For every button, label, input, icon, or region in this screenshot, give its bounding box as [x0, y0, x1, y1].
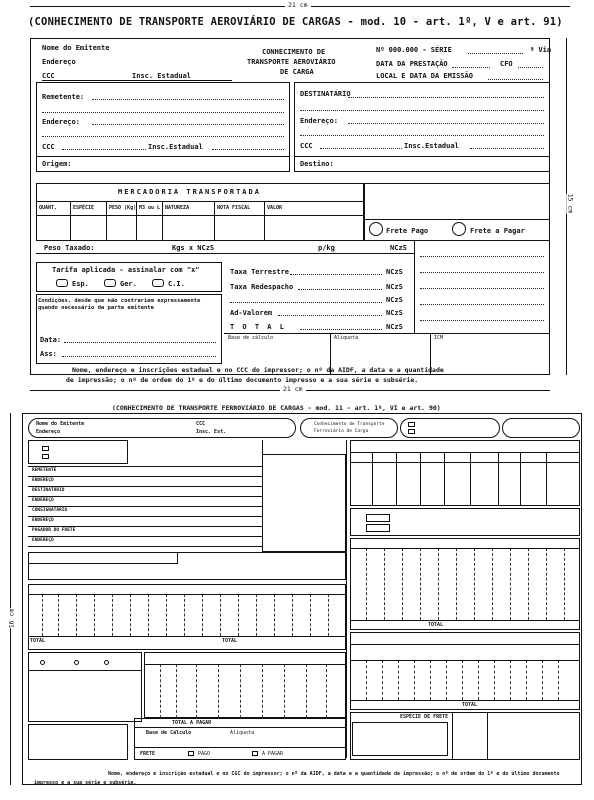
peso-ncz-label: NCzS: [390, 244, 407, 252]
right-line-1[interactable]: [420, 256, 544, 257]
tp-hline-2: [134, 747, 346, 748]
numero-field[interactable]: [468, 53, 523, 54]
tarifa-esp-option[interactable]: [56, 279, 68, 287]
lr-total-label: TOTAL: [462, 702, 478, 708]
ad-valorem-label: Ad-Valorem: [230, 309, 273, 317]
lm-col-sep: [262, 664, 263, 718]
lr-col-sep: [510, 660, 511, 700]
ld-col-sep: [274, 594, 275, 636]
vagao-checkbox-2[interactable]: [42, 454, 49, 459]
bottom-footer-1: Nome, endereço e inscrição estadual e no CGC do impressor; o nº da AIDF, a data e a quantidade de impressão; o nº de ordem do 1º e do último documento: [108, 771, 560, 777]
lr-col-sep: [430, 660, 431, 700]
obs-ass-label: Ass:: [40, 350, 57, 358]
lm-col-sep: [326, 664, 327, 718]
b-emitente-nome: Nome do Emitente: [36, 421, 85, 427]
tp-apagar-label: A PAGAR: [262, 751, 284, 757]
tarifa-ci-option[interactable]: [152, 279, 164, 287]
tp-base-label: Base de Cálculo: [146, 730, 192, 736]
left-row-label: REMETENTE: [32, 468, 57, 473]
doc-title-2: TRANSPORTE AEROVIÁRIO: [247, 58, 336, 66]
total-pagar-label: TOTAL A PAGAR: [172, 720, 212, 726]
left-row-label: DESTINATÁRIO: [32, 488, 65, 493]
merc-col-header: QUANT.: [39, 205, 58, 211]
rl-col-sep: [510, 548, 511, 620]
data-prestacao-field[interactable]: [452, 67, 490, 68]
lr-col-sep: [494, 660, 495, 700]
left-row-line: [28, 466, 262, 467]
merc-col-sep: [136, 201, 137, 241]
lower-mid-grid: [144, 652, 346, 718]
ld-col-sep: [256, 594, 257, 636]
ld-col-sep: [238, 594, 239, 636]
rodape-aliquota: Alíquota: [334, 335, 359, 341]
right-line-4[interactable]: [420, 304, 544, 305]
tp-frete-label: FRETE: [140, 751, 156, 757]
lr-col-sep: [542, 660, 543, 700]
ru-col-sep: [396, 452, 397, 506]
ld-col-sep: [42, 594, 43, 636]
ld-col-sep: [220, 594, 221, 636]
ld-col-sep: [112, 594, 113, 636]
rl-col-sep: [402, 548, 403, 620]
ru-col-sep: [470, 452, 471, 506]
especie-inner-2: [452, 712, 488, 760]
left-row-line: [28, 496, 262, 497]
merc-header-bottom: [36, 215, 364, 216]
frete-pago-label: Frete Pago: [386, 227, 429, 235]
dest-destino-label: Destino:: [300, 160, 334, 168]
left-row-label: PAGADOR DO FRETE: [32, 528, 76, 533]
merc-col-header: NOTA FISCAL: [217, 205, 251, 211]
tp-hline-1: [134, 727, 346, 728]
rl-total-label: TOTAL: [428, 622, 444, 628]
rl-col-sep: [546, 548, 547, 620]
merc-col-sep: [264, 201, 265, 241]
tp-aliquota-label: Alíquota: [230, 730, 255, 736]
top-footer-1: Nome, endereço e inscrições estadual e no CCC do impressor; o nº da AIDF, a data e a quantidade: [72, 366, 444, 374]
ru-col-sep: [498, 452, 499, 506]
ld-col-sep: [58, 594, 59, 636]
dest-insc-field[interactable]: [470, 148, 544, 149]
lr-header-line-2: [350, 660, 580, 661]
lm-col-sep: [218, 664, 219, 718]
tp-apagar-checkbox[interactable]: [252, 751, 258, 756]
local-data-field[interactable]: [488, 79, 543, 80]
rl-col-sep: [384, 548, 385, 620]
numero-header: [502, 418, 580, 438]
mercadoria-title: MERCADORIA TRANSPORTADA: [118, 188, 261, 196]
left-row-line: [28, 476, 262, 477]
lm-col-sep: [284, 664, 285, 718]
ld-total-label-1: TOTAL: [30, 638, 46, 644]
ld-col-sep: [94, 594, 95, 636]
local-data-label: LOCAL E DATA DA EMISSÃO: [376, 72, 473, 80]
taxa-redespacho-ncz: NCzS: [386, 283, 403, 291]
bottom-dim-side-line: [10, 413, 11, 785]
especie-label: ESPÉCIE DE FRETE: [400, 714, 449, 720]
lr-col-sep: [398, 660, 399, 700]
left-row-line: [28, 536, 262, 537]
cfo-label: CFO: [500, 60, 513, 68]
taxa-redespacho-label: Taxa Redespacho: [230, 283, 294, 291]
rem-origem-sep: [36, 156, 290, 157]
taxes-right-sep: [414, 241, 415, 333]
rl-col-sep: [528, 548, 529, 620]
ll-checkbox-1[interactable]: [40, 660, 45, 665]
ad-valorem-ncz: NCzS: [386, 309, 403, 317]
vagao-checkbox-1[interactable]: [42, 446, 49, 451]
ld-col-sep: [166, 594, 167, 636]
emitente-underline: [42, 80, 232, 81]
obs-data-label: Data:: [40, 336, 62, 344]
doc-title-1: CONHECIMENTO DE: [262, 48, 326, 56]
taxa-terrestre-label: Taxa Terrestre: [230, 268, 290, 276]
dest-destino-sep: [294, 156, 550, 157]
ru-col-sep: [520, 452, 521, 506]
top-dim-label: 21 cm: [285, 2, 311, 9]
rl-col-sep: [564, 548, 565, 620]
rem-ccc-field[interactable]: [62, 149, 146, 150]
ll-hline: [28, 670, 142, 671]
rl-col-sep: [420, 548, 421, 620]
merc-header-top: [36, 201, 364, 202]
ld-col-sep: [76, 594, 77, 636]
total-label: T O T A L: [230, 323, 286, 331]
lr-col-sep: [478, 660, 479, 700]
emitente-endereco: Endereço: [42, 58, 76, 66]
lr-total-line: [350, 700, 580, 701]
frete-pagar-label: Frete a Pagar: [470, 227, 525, 235]
data-prestacao-label: DATA DA PRESTAÇÃO: [376, 60, 448, 68]
remetente-field-2[interactable]: [42, 112, 284, 113]
total-ncz: NCzS: [386, 323, 403, 331]
dest-endereco-field[interactable]: [348, 123, 544, 124]
lm-col-sep: [196, 664, 197, 718]
ld-col-sep: [130, 594, 131, 636]
middle-panel: [262, 454, 346, 552]
cfo-field[interactable]: [518, 67, 543, 68]
rem-endereco-label: Endereço:: [42, 118, 80, 126]
left-row-label: CONSIGNATÁRIO: [32, 508, 68, 513]
rem-endereco-field-2[interactable]: [42, 136, 284, 137]
lm-col-sep: [306, 664, 307, 718]
top-footer-2: de impressão; o nº de ordem do 1º e do último documento impresso e a sua série e subsérie.: [66, 376, 419, 384]
ld-header-line: [28, 594, 346, 595]
lr-col-sep: [366, 660, 367, 700]
rem-ccc-label: CCC: [42, 143, 55, 151]
taxa-blank-field[interactable]: [230, 302, 382, 303]
obs-ass-field[interactable]: [62, 356, 216, 357]
rodape-top: [224, 333, 550, 334]
right-line-3[interactable]: [420, 288, 544, 289]
serie-checkbox-1[interactable]: [408, 422, 415, 427]
rodape-icm: ICM: [434, 335, 444, 341]
rodape-base: Base de cálculo: [228, 335, 274, 341]
peso-kgs-label: Kgs x NCzS: [172, 244, 215, 252]
ld-col-sep: [148, 594, 149, 636]
b-emitente-ccc: CCC: [196, 421, 206, 427]
merc-col-header: ESPÉCIE: [73, 205, 95, 211]
destinatario-label: DESTINATÁRIO: [300, 90, 351, 98]
destinatario-field[interactable]: [348, 97, 544, 98]
left-row-line: [28, 546, 262, 547]
total-field[interactable]: [300, 329, 382, 330]
bottom-title: (CONHECIMENTO DE TRANSPORTE FERROVIÁRIO DE CARGAS - mod. 11 - art. 1º, VI e art. 90): [112, 404, 441, 412]
rl-header-line: [350, 548, 580, 549]
lr-col-sep: [414, 660, 415, 700]
taxa-terrestre-field[interactable]: [290, 274, 382, 275]
lr-col-sep: [558, 660, 559, 700]
obs-text: Condições, desde que não contrariem expressamente quando necessário da parte emitente: [38, 298, 201, 311]
merc-col-header: VALOR: [267, 205, 283, 211]
merc-col-header: PESO (Kg): [109, 205, 137, 211]
lm-col-sep: [160, 664, 161, 718]
especie-inner: [352, 722, 448, 756]
lm-header-line: [144, 664, 346, 665]
destinatario-field-2[interactable]: [300, 110, 544, 111]
dest-ccc-label: CCC: [300, 142, 313, 150]
rl-col-sep: [456, 548, 457, 620]
numero-via: ª Via: [530, 46, 552, 54]
ld-col-sep: [310, 594, 311, 636]
ru-col-sep: [444, 452, 445, 506]
center-col-sep: [346, 440, 347, 758]
dest-endereco-field-2[interactable]: [300, 135, 544, 136]
emitente-nome: Nome do Emitente: [42, 44, 110, 52]
ld-col-sep: [328, 594, 329, 636]
left-row-label: ENDEREÇO: [32, 478, 54, 483]
lr-header-line: [350, 644, 580, 645]
lr-col-sep: [526, 660, 527, 700]
remetente-label: Remetente:: [42, 93, 85, 101]
merc-col-sep: [70, 201, 71, 241]
lower-left-box: [28, 652, 142, 722]
ld-total-label-2: TOTAL: [222, 638, 238, 644]
right-line-5[interactable]: [420, 320, 544, 321]
left-row-label: ENDEREÇO: [32, 498, 54, 503]
lm-col-sep: [240, 664, 241, 718]
rem-origem-label: Origem:: [42, 160, 72, 168]
vagao-box: [28, 440, 128, 464]
rem-insc-field[interactable]: [212, 149, 284, 150]
lr-col-sep: [382, 660, 383, 700]
dest-ccc-field[interactable]: [320, 148, 402, 149]
ru-col-sep: [546, 452, 547, 506]
numero-label: Nº 000.000 - SÉRIE: [376, 46, 452, 54]
tarifa-ger-label: Ger.: [120, 280, 137, 288]
merc-col-header: NATUREZA: [165, 205, 190, 211]
ld-col-sep: [184, 594, 185, 636]
top-dim-side-label: 15 cm: [566, 193, 575, 214]
rl-total-line: [350, 620, 580, 621]
ld-col-sep: [292, 594, 293, 636]
right-line-2[interactable]: [420, 272, 544, 273]
frete-pago-checkbox[interactable]: [369, 222, 383, 236]
left-row-label: ENDEREÇO: [32, 538, 54, 543]
peso-taxado-label: Peso Taxado:: [44, 244, 95, 252]
frete-pagar-checkbox[interactable]: [452, 222, 466, 236]
merc-col-sep: [162, 201, 163, 241]
b-emitente-endereco: Endereço: [36, 429, 61, 435]
rl-col-sep: [474, 548, 475, 620]
doc-title-3: DE CARGA: [280, 68, 314, 76]
obs-data-field[interactable]: [64, 342, 216, 343]
lr-col-sep: [462, 660, 463, 700]
peso-pkg-label: p/kg: [318, 244, 335, 252]
peso-underline: [36, 253, 414, 254]
serie-checkbox-2[interactable]: [408, 429, 415, 434]
taxa-redespacho-field[interactable]: [298, 289, 382, 290]
total-pagar-panel: [134, 718, 346, 760]
rm-checkbox-1[interactable]: [366, 514, 390, 522]
rl-col-sep: [492, 548, 493, 620]
ld-col-sep: [202, 594, 203, 636]
left-row-line: [28, 516, 262, 517]
tarifa-esp-label: Esp.: [72, 280, 89, 288]
bottom-left-panel: [28, 724, 128, 760]
b-doc-title-1: Conhecimento de Transporte: [314, 422, 385, 427]
ru-col-sep: [420, 452, 421, 506]
tarifa-label: Tarifa aplicada - assinalar com "x": [52, 266, 200, 274]
emitente-insc: Insc. Estadual: [132, 72, 192, 80]
ru-col-sep: [372, 452, 373, 506]
merc-col-header: M3 ou L: [139, 205, 161, 211]
dest-insc-label: Insc.Estadual: [404, 142, 459, 150]
top-title: (CONHECIMENTO DE TRANSPORTE AEROVIÁRIO DE CARGAS - mod. 10 - art. 1º, V e art. 91): [28, 16, 563, 28]
remetente-field[interactable]: [92, 99, 284, 100]
ll-checkbox-3[interactable]: [104, 660, 109, 665]
rem-insc-label: Insc.Estadual: [148, 143, 203, 151]
lm-col-sep: [176, 664, 177, 718]
b-doc-title-2: Ferroviário de Carga: [314, 429, 369, 434]
left-note-inner: [28, 552, 178, 564]
tp-pago-checkbox[interactable]: [188, 751, 194, 756]
taxa-blank-ncz: NCzS: [386, 296, 403, 304]
ad-valorem-field[interactable]: [278, 315, 382, 316]
ld-total-line: [28, 636, 346, 637]
rm-checkbox-2[interactable]: [366, 524, 390, 532]
rl-col-sep: [438, 548, 439, 620]
merc-col-sep: [106, 201, 107, 241]
b-emitente-insc: Insc. Est.: [196, 429, 227, 435]
rem-endereco-field[interactable]: [92, 124, 284, 125]
emitente-ccc: CCC: [42, 72, 55, 80]
tp-pago-label: PAGO: [198, 751, 211, 757]
lr-col-sep: [446, 660, 447, 700]
bottom-footer-2: impresso e a sua série e subsérie.: [34, 780, 137, 786]
tarifa-ci-label: C.I.: [168, 280, 185, 288]
bottom-dim-side-label: 16 cm: [7, 608, 16, 629]
top-dim-bottom-label: 21 cm: [280, 386, 306, 393]
merc-col-sep: [214, 201, 215, 241]
dest-endereco-label: Endereço:: [300, 117, 338, 125]
rl-col-sep: [366, 548, 367, 620]
ll-checkbox-2[interactable]: [74, 660, 79, 665]
serie-header: [400, 418, 500, 438]
tarifa-ger-option[interactable]: [104, 279, 116, 287]
left-row-label: ENDEREÇO: [32, 518, 54, 523]
frete-sep: [364, 219, 550, 220]
taxa-terrestre-ncz: NCzS: [386, 268, 403, 276]
